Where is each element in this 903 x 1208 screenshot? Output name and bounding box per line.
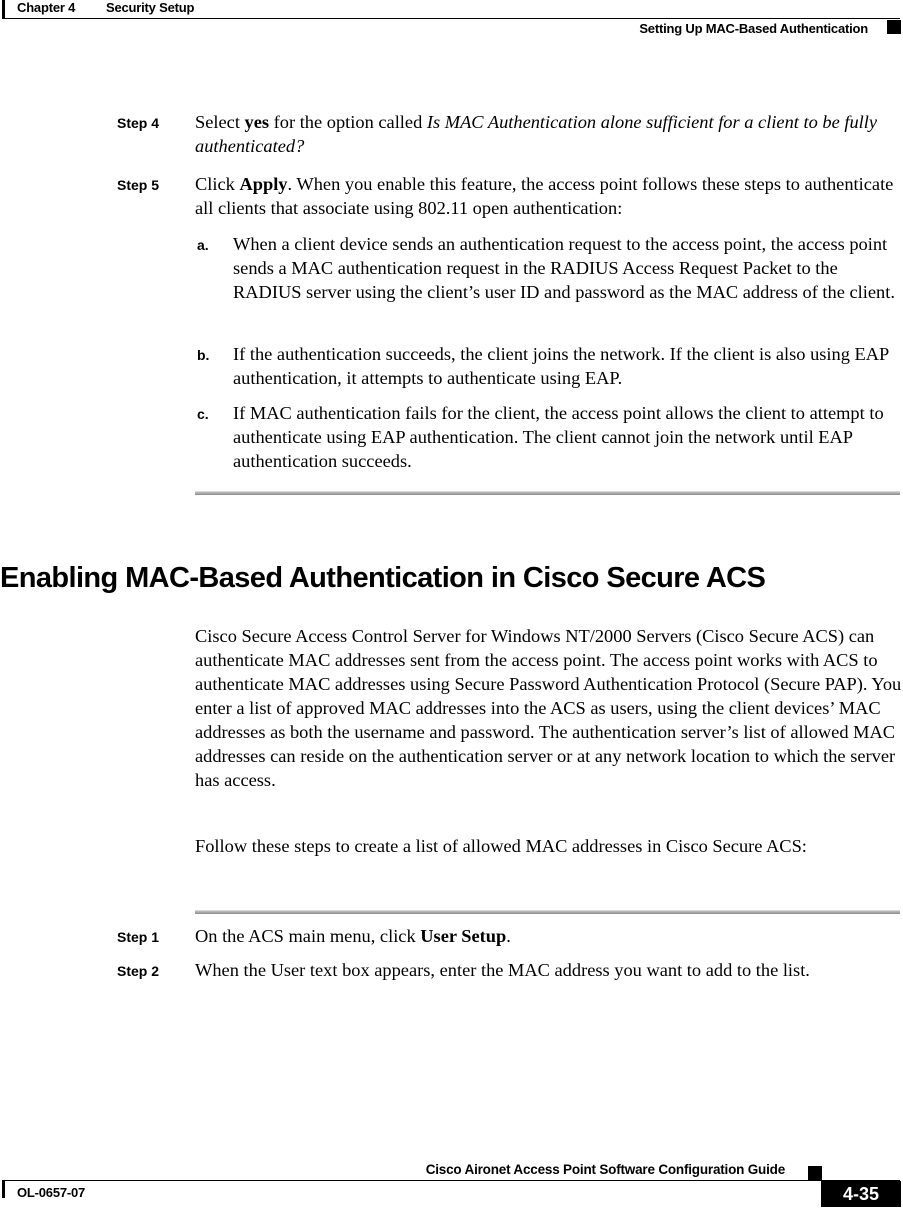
header-section: Security Setup xyxy=(106,0,195,15)
header-left-tick xyxy=(2,0,5,18)
footer-rule xyxy=(2,1180,900,1181)
header-running-title: Setting Up MAC-Based Authentication xyxy=(639,21,868,36)
step-label: Step 2 xyxy=(117,963,160,979)
header-rule xyxy=(2,18,900,19)
step-text: On the ACS main menu, click User Setup. xyxy=(195,926,511,946)
step-text: Select yes for the option called Is MAC Authentication alone sufficient for a client to be fully authenticated? xyxy=(195,112,878,156)
footer-guide-title: Cisco Aironet Access Point Software Configuration Guide xyxy=(425,1162,785,1177)
page-number: 4-35 xyxy=(821,1181,901,1207)
step-text: When the User text box appears, enter the MAC address you want to add to the list. xyxy=(195,960,810,980)
substep-text: If MAC authentication fails for the client, the access point allows the client to attempt to authenticate using EAP authentication. The client cannot join the network until EAP authentication succeeds. xyxy=(233,403,884,471)
footer-doc-number: OL-0657-07 xyxy=(17,1185,86,1200)
footer-left-tick xyxy=(2,1180,5,1198)
steps-end-rule xyxy=(195,491,900,495)
substep-letter: b. xyxy=(197,347,210,363)
step-label: Step 1 xyxy=(117,929,160,945)
substep-text: When a client device sends an authentication request to the access point, the access point sends a MAC authentication request in the RADIUS Access Request Packet to the RADIUS server using the client’s user ID and password as the MAC address of the client. xyxy=(233,234,895,302)
header-corner-block xyxy=(887,20,901,34)
body-paragraph: Cisco Secure Access Control Server for Windows NT/2000 Servers (Cisco Secure ACS) can authenticate MAC addresses sent from the access point. The access point works with ACS to authenticate MAC addresses using Secure Password Authentication Protocol (Secure PAP). You enter a list of approved MAC addresses into the ACS as users, using the client devices’ MAC addresses as both the username and password. The authentication server’s list of allowed MAC addresses can reside on the authentication server or at any network location to which the server has access. xyxy=(195,626,902,790)
steps-start-rule xyxy=(195,910,900,914)
step-label: Step 5 xyxy=(117,177,160,193)
header-chapter: Chapter 4 xyxy=(17,0,76,15)
section-heading: Enabling MAC-Based Authentication in Cisco Secure ACS xyxy=(0,562,766,594)
substep-letter: a. xyxy=(197,237,209,253)
substep-text: If the authentication succeeds, the client joins the network. If the client is also using EAP authentication, it attempts to authenticate using EAP. xyxy=(233,344,889,388)
step-text: Click Apply. When you enable this feature, the access point follows these steps to authenticate all clients that associate using 802.11 open authentication: xyxy=(195,174,894,218)
step-label: Step 4 xyxy=(117,115,160,131)
footer-corner-block xyxy=(808,1166,822,1180)
substep-letter: c. xyxy=(197,406,209,422)
body-paragraph: Follow these steps to create a list of allowed MAC addresses in Cisco Secure ACS: xyxy=(195,836,807,856)
